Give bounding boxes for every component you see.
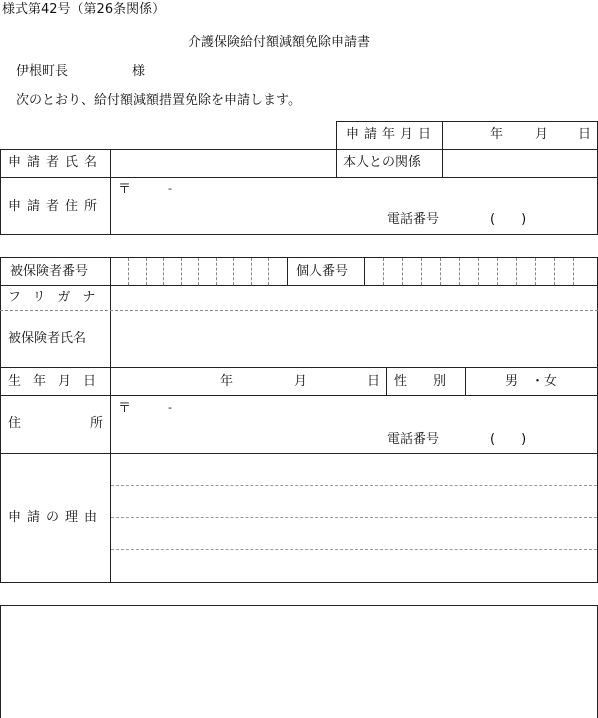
insured-name-label: 被保険者氏名 bbox=[8, 331, 87, 346]
birth-year-unit: 年 bbox=[220, 374, 234, 389]
postal-mark: 〒 bbox=[118, 182, 132, 197]
birth-day-unit: 日 bbox=[367, 374, 381, 389]
date-year-unit: 年 bbox=[490, 127, 504, 142]
relation-label: 本人との関係 bbox=[343, 155, 422, 170]
form-title: 介護保険給付額減額免除申請書 bbox=[188, 35, 371, 50]
insured-postal-dash: - bbox=[168, 401, 172, 414]
applicant-phone-paren: ( ) bbox=[490, 212, 527, 227]
application-date-label: 申請年月日 bbox=[346, 127, 437, 142]
furigana-label: フリガナ bbox=[8, 290, 108, 305]
applicant-address-label: 申請者住所 bbox=[8, 199, 104, 214]
date-month-unit: 月 bbox=[535, 127, 549, 142]
birth-date-field[interactable] bbox=[111, 368, 386, 395]
official-use-box[interactable] bbox=[0, 605, 598, 718]
addressee-suffix: 様 bbox=[132, 64, 146, 79]
sex-label: 性 別 bbox=[394, 374, 447, 389]
reason-label: 申請の理由 bbox=[8, 510, 104, 525]
birth-month-unit: 月 bbox=[294, 374, 308, 389]
intro-text: 次のとおり、給付額減額措置免除を申請します。 bbox=[16, 93, 301, 108]
date-day-unit: 日 bbox=[578, 127, 592, 142]
mynumber-label: 個人番号 bbox=[296, 264, 349, 279]
insured-name-field[interactable] bbox=[111, 311, 597, 367]
application-date-field[interactable] bbox=[443, 122, 597, 149]
birth-date-label: 生年月日 bbox=[8, 374, 109, 389]
insured-number-field[interactable] bbox=[111, 258, 287, 285]
insured-number-label: 被保険者番号 bbox=[10, 264, 89, 279]
form-number: 様式第42号（第26条関係） bbox=[2, 2, 166, 17]
postal-dash: - bbox=[168, 182, 172, 195]
addressee: 伊根町長 bbox=[16, 64, 69, 79]
mynumber-field[interactable] bbox=[365, 258, 597, 285]
insured-address-label-2: 所 bbox=[90, 416, 104, 431]
insured-phone-label: 電話番号 bbox=[387, 432, 440, 447]
reason-field[interactable] bbox=[111, 454, 597, 582]
sex-options[interactable]: 男 ・女 bbox=[505, 374, 558, 389]
insured-postal-mark: 〒 bbox=[118, 401, 132, 416]
applicant-name-label: 申請者氏名 bbox=[8, 155, 104, 170]
insured-phone-paren: ( ) bbox=[490, 432, 527, 447]
applicant-name-field[interactable] bbox=[111, 150, 336, 177]
relation-field[interactable] bbox=[443, 150, 597, 177]
applicant-phone-label: 電話番号 bbox=[387, 212, 440, 227]
insured-address-label-1: 住 bbox=[8, 416, 22, 431]
furigana-field[interactable] bbox=[111, 286, 597, 310]
